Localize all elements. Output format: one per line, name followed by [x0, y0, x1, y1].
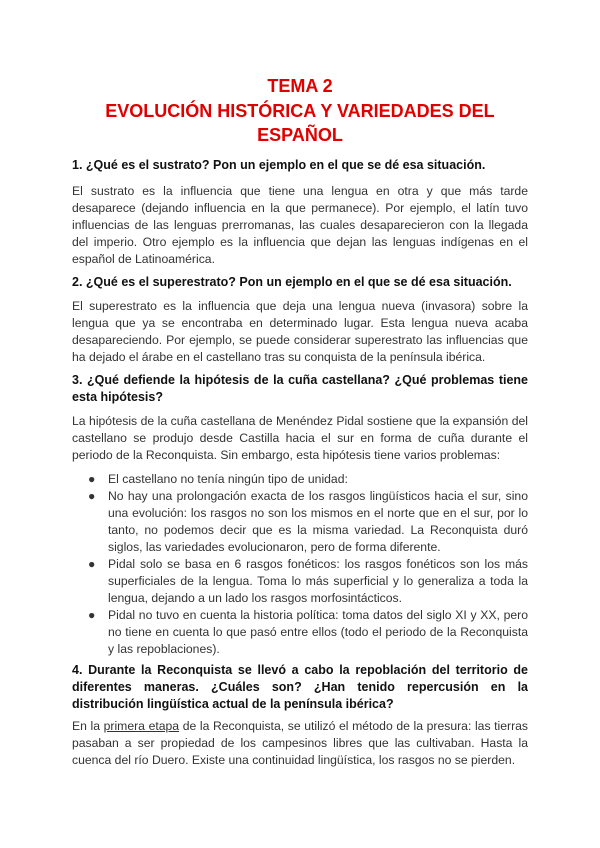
list-item: ● El castellano no tenía ningún tipo de unidad:	[88, 472, 348, 486]
answer-4: En la primera etapa de la Reconquista, se utilizó el método de la presura: las tierras pasaban a ser propiedad de los campesinos libres que las cultivaban. Hasta la cuenca del río Duero. Existe una continuidad lingüística, los rasgos no se pierden.	[72, 719, 529, 767]
question-4: 4. Durante la Reconquista se llevó a cabo la repoblación del territorio de diferentes maneras. ¿Cuáles son? ¿Han tenido repercusión en la distribución lingüística actual de la península ibérica?	[72, 663, 528, 711]
problems-list	[72, 471, 528, 658]
bullet-icon: ●	[88, 489, 96, 503]
list-item: ● Pidal solo se basa en 6 rasgos fonéticos: los rasgos fonéticos son los más superficiales de la lengua. Toma lo más superficial y lo generaliza a toda la lengua, dejando a un lado los rasgos morfosintácticos.	[88, 557, 528, 605]
page-title: EVOLUCIÓN HISTÓRICA Y VARIEDADES DEL ESPAÑOL	[105, 101, 495, 145]
answer-2: El superestrato es la influencia que deja una lengua nueva (invasora) sobre la lengua que ya se encontraba en determinado lugar. Esta lengua nueva acaba desapareciendo. Por ejemplo, se puede considerar superestrato las influencias que ha dejado el árabe en el castellano tras su conquista de la península ibérica.	[72, 299, 528, 364]
list-item: ● Pidal no tuvo en cuenta la historia política: toma datos del siglo XI y XX, pero no tiene en cuenta lo que pasó entre ellos (todo el periodo de la Reconquista y las repoblaciones).	[88, 608, 528, 656]
list-item: ● No hay una prolongación exacta de los rasgos lingüísticos hacia el sur, sino una evolución: los rasgos no son los mismos en el norte que en el sur, por lo tanto, no podemos decir que es la misma variedad. La Reconquista duró siglos, las variedades evolucionaron, pero de forma diferente.	[88, 489, 528, 554]
answer-1: El sustrato es la influencia que tiene una lengua en otra y que más tarde desaparece (dejando influencia en la que permanece). Por ejemplo, el latín tuvo influencias de las lenguas prerromanas, las cuales desaparecieron con la llegada del imperio. Otro ejemplo es la influencia que dejan las lenguas indígenas en el español de Latinoamérica.	[72, 184, 528, 266]
bullet-icon: ●	[88, 608, 96, 622]
bullet-icon: ●	[88, 472, 96, 486]
answer-3: La hipótesis de la cuña castellana de Menéndez Pidal sostiene que la expansión del castellano se produjo desde Castilla hacia el sur en forma de cuña durante el periodo de la Reconquista. Sin embargo, esta hipótesis tiene varios problemas:	[72, 414, 528, 462]
question-1: 1. ¿Qué es el sustrato? Pon un ejemplo en el que se dé esa situación.	[72, 158, 486, 172]
underlined-phrase: primera etapa	[103, 719, 180, 733]
question-3: 3. ¿Qué defiende la hipótesis de la cuña castellana? ¿Qué problemas tiene esta hipótesis?	[72, 373, 528, 404]
question-2: 2. ¿Qué es el superestrato? Pon un ejemplo en el que se dé esa situación.	[72, 275, 512, 289]
topic-number: TEMA 2	[267, 76, 333, 96]
bullet-icon: ●	[88, 557, 96, 571]
